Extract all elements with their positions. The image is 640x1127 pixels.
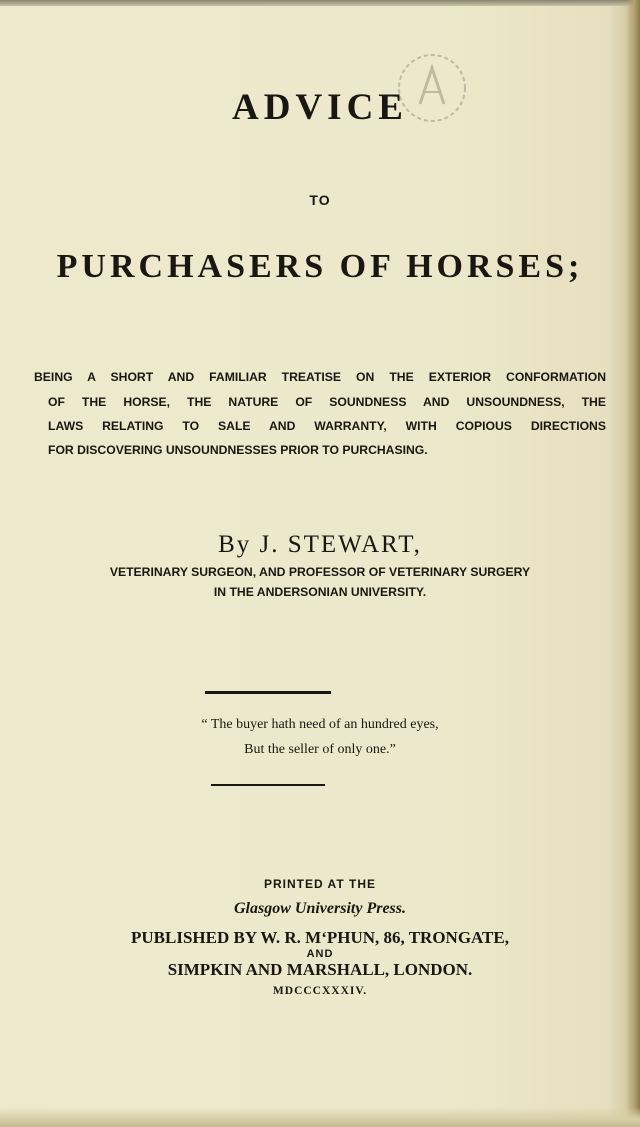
description-line-1: BEING A SHORT AND FAMILIAR TREATISE ON THE EXTERIOR CONFORMATION	[34, 370, 606, 384]
author-title-line-2: IN THE ANDERSONIAN UNIVERSITY.	[213, 585, 427, 599]
title-connector: TO	[309, 192, 331, 208]
top-page-edge	[0, 0, 640, 6]
imprint-date: MDCCCXXXIV.	[272, 985, 368, 997]
motto-line-2: But the seller of only one.”	[244, 742, 396, 757]
description-line-4: FOR DISCOVERING UNSOUNDNESSES PRIOR TO PURCHASING.	[48, 443, 428, 457]
description-line-3: LAWS RELATING TO SALE AND WARRANTY, WITH COPIOUS DIRECTIONS	[48, 419, 606, 433]
imprint-second-publisher: SIMPKIN AND MARSHALL, LONDON.	[167, 960, 473, 979]
imprint-and: AND	[306, 948, 334, 960]
book-subject: PURCHASERS OF HORSES;	[56, 248, 584, 285]
divider-rule-top	[205, 691, 331, 694]
book-title: ADVICE	[232, 87, 408, 128]
divider-rule-bottom	[211, 784, 325, 786]
imprint-publisher: PUBLISHED BY W. R. M‘PHUN, 86, TRONGATE,	[131, 928, 509, 947]
page-edge-bottom	[0, 1107, 640, 1127]
description-line-2: OF THE HORSE, THE NATURE OF SOUNDNESS AND UNSOUNDNESS, THE	[48, 395, 606, 409]
author-name: By J. STEWART,	[218, 531, 422, 558]
author-title-line-1: VETERINARY SURGEON, AND PROFESSOR OF VETERINARY SURGERY	[109, 565, 531, 579]
imprint-press: Glasgow University Press.	[234, 900, 406, 917]
imprint-printed-at: PRINTED AT THE	[264, 877, 376, 891]
motto-line-1: “ The buyer hath need of an hundred eyes,	[201, 717, 439, 732]
page-edge-right	[626, 0, 640, 1127]
